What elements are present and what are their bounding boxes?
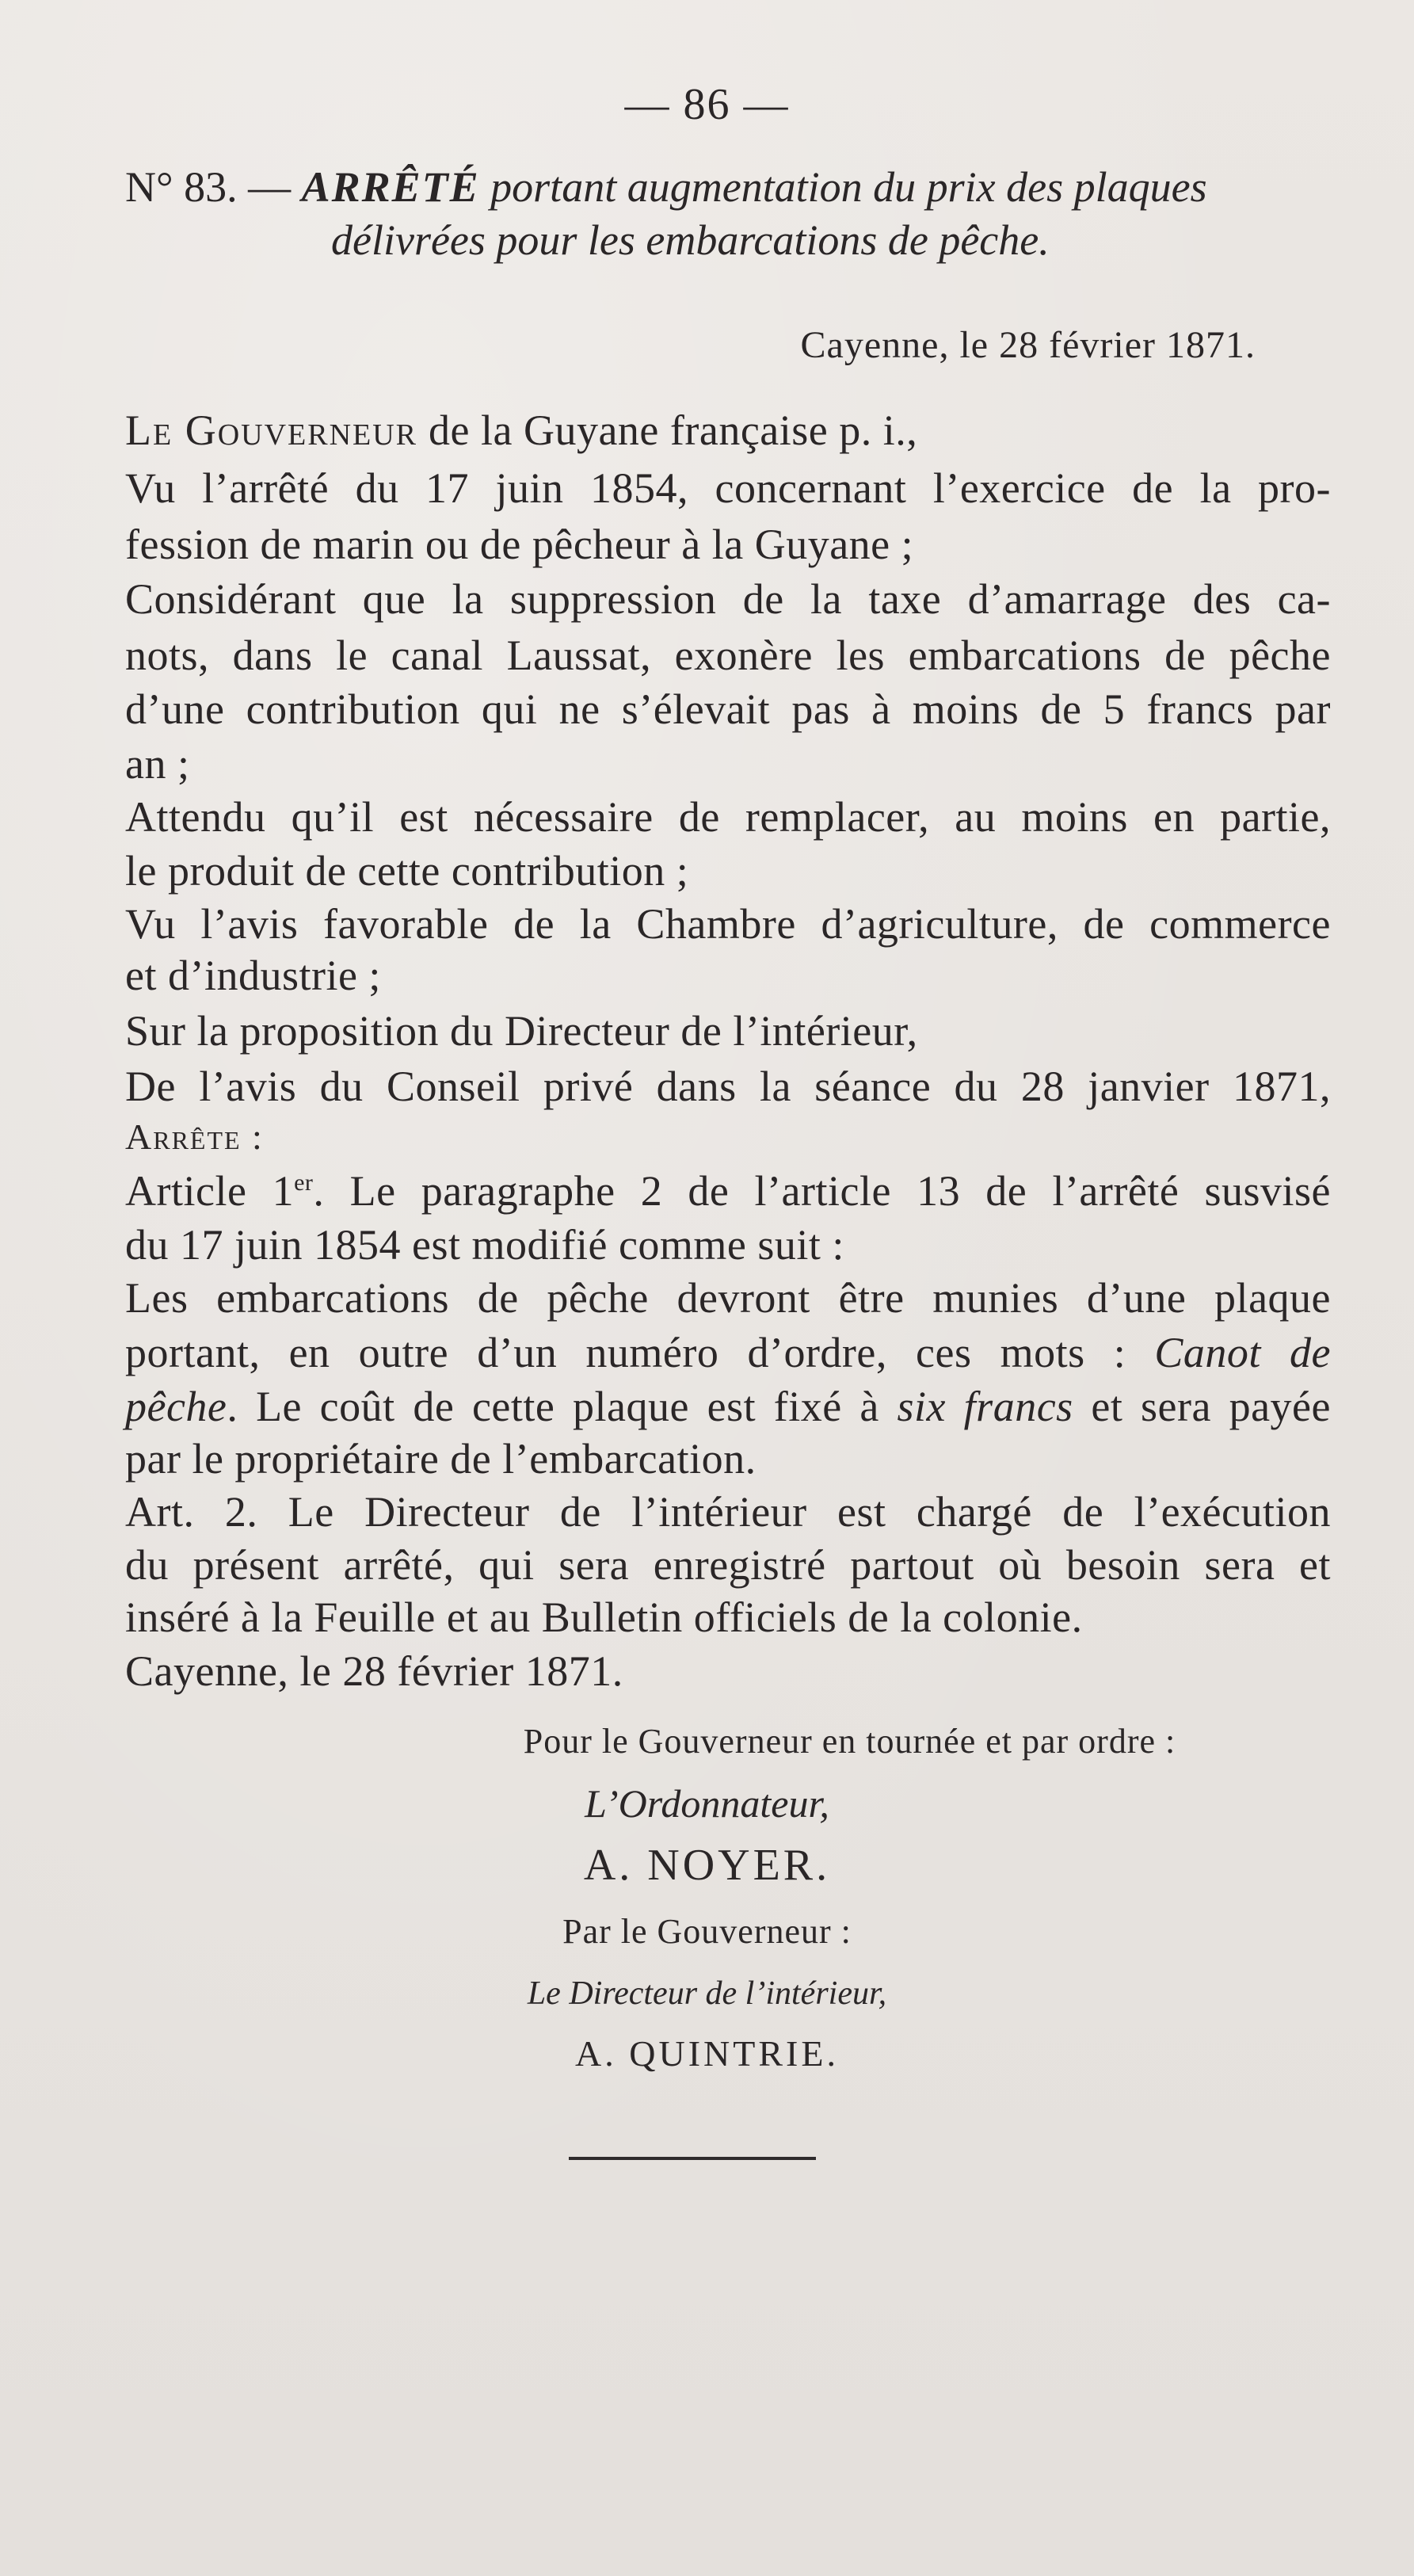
article-2-line: inséré à la Feuille et au Bulletin officiels de la colonie. (125, 1593, 1083, 1641)
decree-number: N° 83. (125, 163, 238, 211)
signature-pour: Pour le Gouverneur en tournée et par ordre : (523, 1722, 1176, 1761)
text-line: d’une contribution qui ne s’élevait pas à moins de 5 francs par (125, 685, 1331, 733)
decree-type: ARRÊTÉ (301, 163, 480, 211)
title-dash: — (248, 163, 292, 211)
text-line: le produit de cette contribution ; (125, 847, 689, 895)
article-2-line: du présent arrêté, qui sera enregistré partout où besoin sera et (125, 1541, 1331, 1589)
plaque-words-italic: Canot de (1154, 1329, 1331, 1376)
governor-line (125, 406, 1331, 455)
decree-title-rest: portant augmentation du prix des plaques (490, 163, 1207, 211)
article-2-line: Art. 2. Le Directeur de l’intérieur est chargé de l’exécution (125, 1488, 1331, 1536)
plaque-line-2 (125, 1328, 1331, 1377)
text-line: fession de marin ou de pêcheur à la Guyane ; (125, 521, 914, 568)
closing-date: Cayenne, le 28 février 1871. (125, 1647, 623, 1695)
plaque-line-2-text: portant, en outre d’un numéro d’ordre, ces mots : (125, 1329, 1155, 1376)
text-line: Vu l’avis favorable de la Chambre d’agriculture, de commerce (125, 900, 1331, 948)
signature-ordonnateur-name: A. NOYER. (583, 1841, 831, 1890)
text-line: an ; (125, 740, 190, 788)
text-line: Vu l’arrêté du 17 juin 1854, concernant l’exercice de la pro- (125, 464, 1331, 512)
plaque-word-peche: pêche (125, 1383, 227, 1430)
decree-title-line-2: délivrées pour les embarcations de pêche. (331, 216, 1050, 264)
arrete-heading: Arrête : (125, 1116, 264, 1157)
plaque-line-1: Les embarcations de pêche devront être munies d’une plaque (125, 1274, 1331, 1322)
text-line: et d’industrie ; (125, 952, 381, 999)
signature-par: Par le Gouverneur : (562, 1912, 852, 1951)
article-1-label: Article 1 (125, 1167, 295, 1215)
governor-title: Le Gouverneur (125, 406, 418, 454)
text-line: nots, dans le canal Laussat, exonère les embarcations de pêche (125, 632, 1331, 679)
signature-ordonnateur-title: L’Ordonnateur, (585, 1781, 829, 1826)
plaque-line-4: par le propriétaire de l’embarcation. (125, 1435, 757, 1483)
page-number: — 86 — (624, 80, 790, 129)
closing-rule (569, 2157, 816, 2160)
text-line: De l’avis du Conseil privé dans la séance du 28 janvier 1871, (125, 1063, 1331, 1110)
text-line: Sur la proposition du Directeur de l’intérieur, (125, 1007, 918, 1055)
article-1-superscript: er (294, 1170, 314, 1196)
text-line: Considérant que la suppression de la taxe d’amarrage des ca- (125, 575, 1331, 623)
article-1-text: . Le paragraphe 2 de l’article 13 de l’arrêté susvisé (313, 1167, 1331, 1215)
article-1-line-1 (125, 1166, 1331, 1215)
decree-title-line-1 (125, 162, 1207, 212)
governor-rest: de la Guyane française p. i., (429, 406, 918, 454)
plaque-line-3-end: et sera payée (1073, 1383, 1331, 1430)
plaque-amount: six francs (897, 1383, 1073, 1430)
signature-directeur-title: Le Directeur de l’intérieur, (527, 1975, 887, 2012)
signature-directeur-name: A. QUINTRIE. (575, 2033, 839, 2074)
text-line: Attendu qu’il est nécessaire de remplacer, au moins en partie, (125, 793, 1331, 841)
plaque-line-3-text: . Le coût de cette plaque est fixé à (227, 1383, 898, 1430)
article-1-line-2: du 17 juin 1854 est modifié comme suit : (125, 1221, 844, 1269)
dateline: Cayenne, le 28 février 1871. (800, 324, 1256, 366)
plaque-line-3 (125, 1382, 1331, 1431)
